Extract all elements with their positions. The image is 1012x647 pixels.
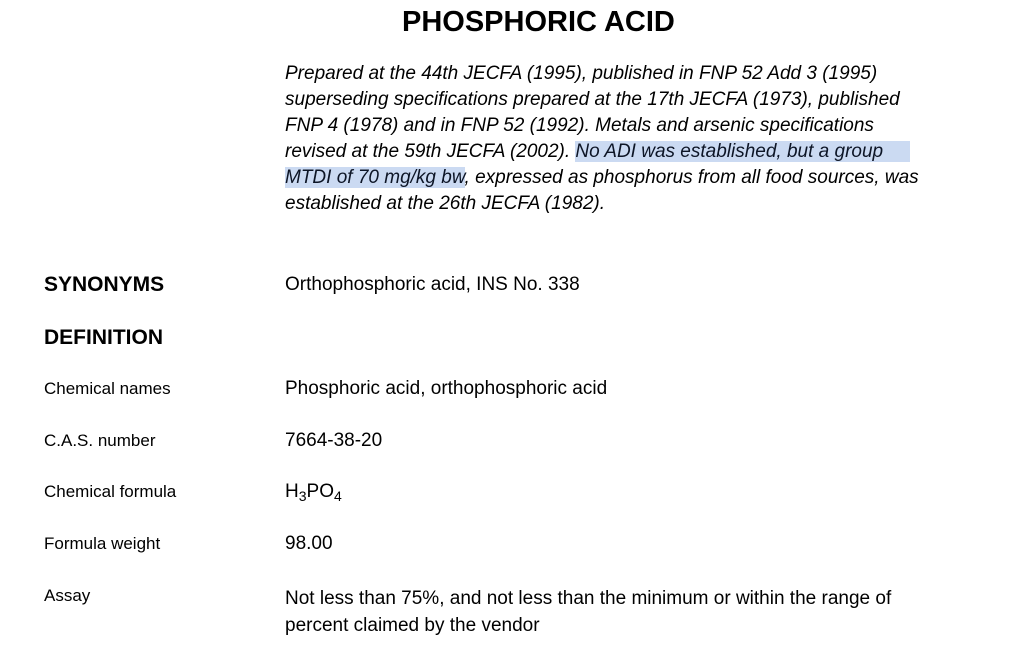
chemical-formula-label: Chemical formula: [44, 482, 177, 501]
chemical-names-label: Chemical names: [44, 379, 171, 398]
assay-value-line: Not less than 75%, and not less than the minimum or within the range of: [285, 588, 892, 609]
intro-text: superseding specifications prepared at the 17th JECFA (1973), published: [285, 89, 900, 110]
highlighted-text: No ADI was established, but a group: [575, 141, 910, 162]
page-title: PHOSPHORIC ACID: [402, 6, 675, 38]
intro-text: , expressed as phosphorus from all food sources, was: [464, 167, 919, 188]
formula-base: H: [285, 481, 299, 502]
formula-subscript: 4: [333, 488, 342, 504]
intro-line: [285, 139, 919, 165]
intro-line: [285, 87, 919, 113]
chemical-names-value: Phosphoric acid, orthophosphoric acid: [285, 378, 608, 399]
cas-number-value: 7664-38-20: [285, 430, 383, 451]
synonyms-value: Orthophosphoric acid, INS No. 338: [285, 274, 580, 295]
intro-line: [285, 165, 919, 191]
intro-text: revised at the 59th JECFA (2002).: [285, 141, 576, 162]
intro-line: [285, 191, 919, 217]
intro-text: FNP 4 (1978) and in FNP 52 (1992). Metals and arsenic specifications: [285, 115, 874, 136]
cas-number-label: C.A.S. number: [44, 431, 156, 450]
assay-value: [285, 585, 1012, 639]
definition-heading: DEFINITION: [44, 326, 163, 349]
assay-label: Assay: [44, 586, 91, 605]
assay-value-line: percent claimed by the vendor: [285, 615, 540, 636]
formula-base: PO: [306, 481, 334, 502]
intro-line: [285, 61, 919, 87]
intro-text: established at the 26th JECFA (1982).: [285, 193, 606, 214]
intro-text: Prepared at the 44th JECFA (1995), published in FNP 52 Add 3 (1995): [285, 63, 878, 84]
formula-weight-value: 98.00: [285, 533, 333, 554]
chemical-formula-value: [285, 481, 342, 503]
highlighted-text: MTDI of 70 mg/kg bw: [285, 167, 465, 188]
intro-paragraph: [285, 61, 919, 217]
formula-subscript: 3: [298, 488, 307, 504]
intro-line: [285, 113, 919, 139]
synonyms-heading: SYNONYMS: [44, 273, 165, 296]
formula-weight-label: Formula weight: [44, 534, 161, 553]
